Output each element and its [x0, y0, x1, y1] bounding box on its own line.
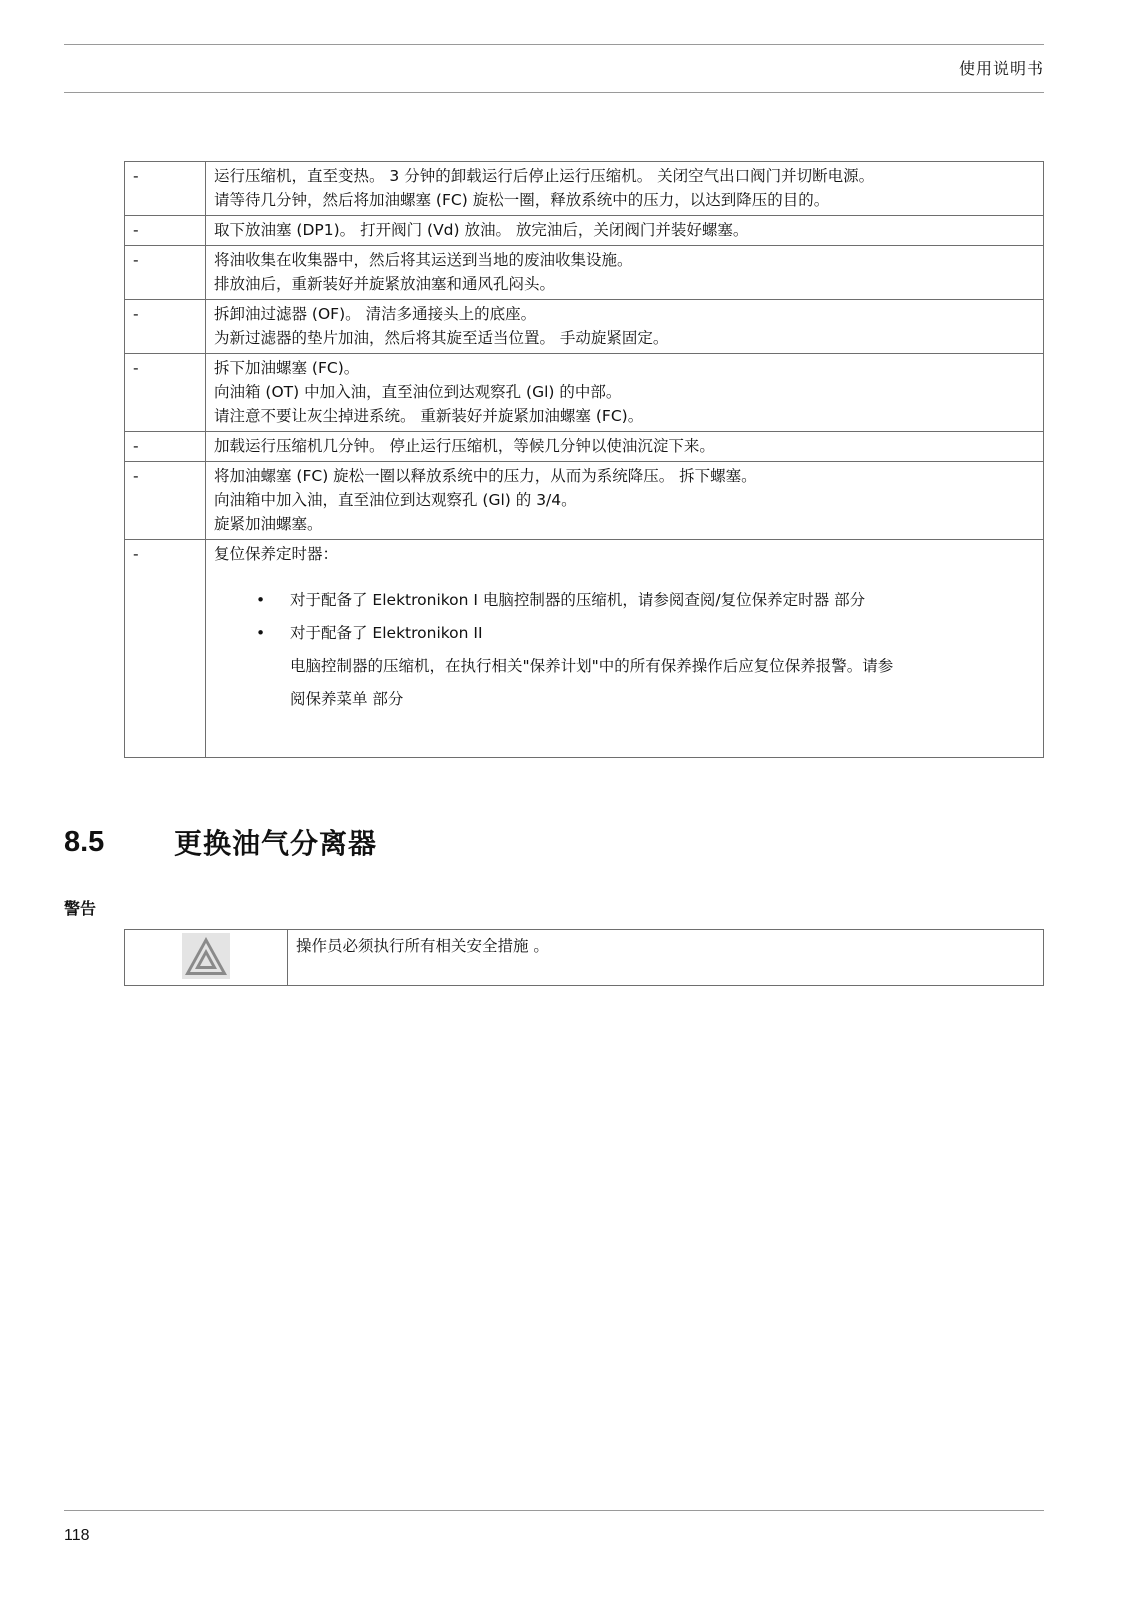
section-number: 8.5	[64, 826, 105, 858]
page-number: 118	[64, 1527, 90, 1544]
warning-icon-cell	[125, 930, 288, 986]
procedure-row	[125, 462, 1044, 540]
step-line: 旋紧加油螺塞。	[214, 515, 323, 533]
step-line: 请注意不要让灰尘掉进系统。 重新装好并旋紧加油螺塞 (FC)。	[214, 407, 644, 425]
step-marker: -	[125, 540, 206, 758]
warning-text: 操作员必须执行所有相关安全措施 。	[288, 930, 1044, 986]
step-line: 请等待几分钟，然后将加油螺塞 (FC) 旋松一圈，释放系统中的压力，以达到降压的目的。	[214, 191, 830, 209]
step-marker: -	[125, 354, 206, 432]
step-text	[206, 432, 1044, 462]
procedure-row	[125, 216, 1044, 246]
step-text	[206, 354, 1044, 432]
step-line: 向油箱中加入油，直至油位到达观察孔 (Gl) 的 3/4。	[214, 491, 577, 509]
bullet-symbol: •	[256, 624, 266, 642]
procedure-row	[125, 162, 1044, 216]
step-marker: -	[125, 300, 206, 354]
bullet-text: 对于配备了 Elektronikon I 电脑控制器的压缩机，请参阅查阅/复位保养定时器 部分	[290, 591, 866, 609]
reset-bullet-list	[214, 584, 1035, 650]
step-marker: -	[125, 162, 206, 216]
step-marker: -	[125, 462, 206, 540]
bullet-symbol: •	[256, 591, 266, 609]
step-text	[206, 462, 1044, 540]
procedure-row	[125, 354, 1044, 432]
step-line: 拆卸油过滤器 (OF)。 清洁多通接头上的底座。	[214, 305, 537, 323]
warning-table	[124, 929, 1044, 986]
bullet-text: 对于配备了 Elektronikon II	[290, 624, 483, 642]
step-text	[206, 246, 1044, 300]
section-title: 更换油气分离器	[174, 827, 378, 860]
header-rule-top	[64, 44, 1044, 45]
header-rule-bottom	[64, 92, 1044, 93]
step-line: 排放油后，重新装好并旋紧放油塞和通风孔闷头。	[214, 275, 556, 293]
footer-rule	[64, 1510, 1044, 1511]
warning-label: 警告	[64, 899, 97, 918]
step-line: 运行压缩机，直至变热。 3 分钟的卸载运行后停止运行压缩机。 关闭空气出口阀门并切断电源。	[214, 167, 875, 185]
bullet-item	[256, 617, 1035, 650]
warning-triangle-icon	[182, 933, 230, 979]
header-title: 使用说明书	[958, 59, 1044, 78]
step-text-reset-timer	[206, 540, 1044, 758]
procedure-row	[125, 432, 1044, 462]
procedure-last-row	[125, 540, 1044, 758]
procedure-row	[125, 246, 1044, 300]
bullet-continuation: 电脑控制器的压缩机，在执行相关"保养计划"中的所有保养操作后应复位保养报警。请参	[290, 657, 894, 675]
step-line: 取下放油塞 (DP1)。 打开阀门 (Vd) 放油。 放完油后，关闭阀门并装好螺塞。	[214, 221, 749, 239]
step-marker: -	[125, 246, 206, 300]
step-marker: -	[125, 216, 206, 246]
step-text	[206, 300, 1044, 354]
step-text	[206, 216, 1044, 246]
step-line: 将加油螺塞 (FC) 旋松一圈以释放系统中的压力，从而为系统降压。 拆下螺塞。	[214, 467, 757, 485]
bullet-item	[256, 584, 1035, 617]
bullet-continuation: 阅保养菜单 部分	[290, 690, 404, 708]
step-line: 将油收集在收集器中，然后将其运送到当地的废油收集设施。	[214, 251, 633, 269]
step-marker: -	[125, 432, 206, 462]
step-line: 为新过滤器的垫片加油，然后将其旋至适当位置。 手动旋紧固定。	[214, 329, 669, 347]
procedure-table	[124, 161, 1044, 758]
reset-intro: 复位保养定时器：	[214, 545, 339, 563]
warning-row	[125, 930, 1044, 986]
procedure-row	[125, 300, 1044, 354]
step-text	[206, 162, 1044, 216]
step-line: 拆下加油螺塞 (FC)。	[214, 359, 360, 377]
step-line: 向油箱 (OT) 中加入油，直至油位到达观察孔 (Gl) 的中部。	[214, 383, 622, 401]
step-line: 加载运行压缩机几分钟。 停止运行压缩机，等候几分钟以使油沉淀下来。	[214, 437, 715, 455]
